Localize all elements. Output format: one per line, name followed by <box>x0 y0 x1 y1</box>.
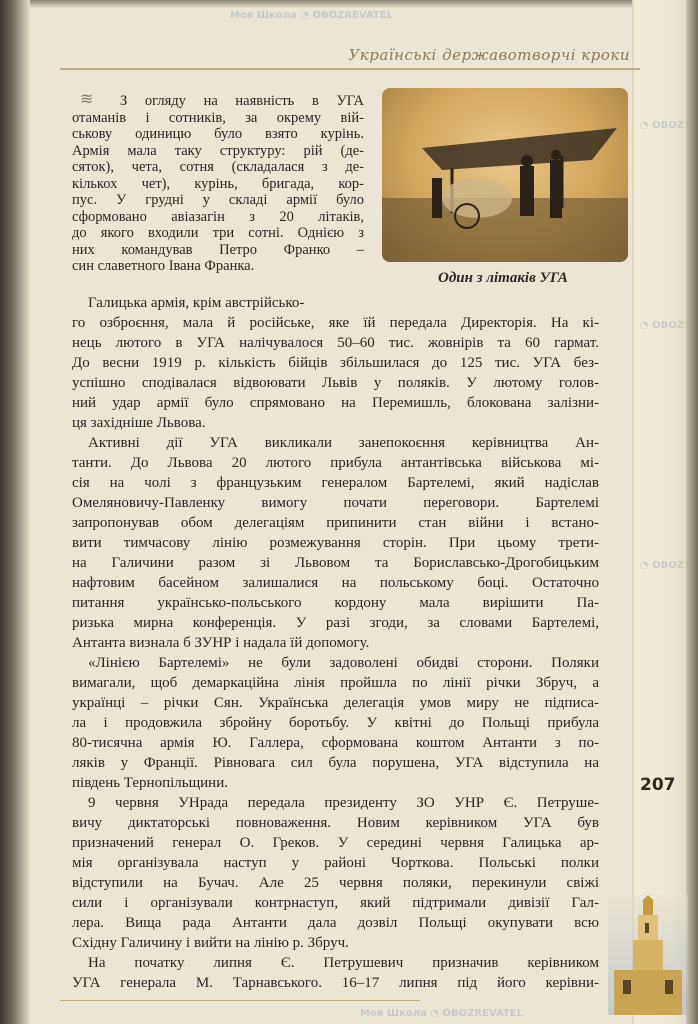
text-line: успішно сподівалася відвоювати Львів у поляків. У лютому голов- <box>72 375 599 391</box>
note-marker-icon: ≋ <box>80 91 94 108</box>
watermark: Моя Школа ◔ OBOZREVATEL <box>360 1008 523 1019</box>
page-number: 207 <box>640 775 676 795</box>
sidebar-note <box>72 93 364 275</box>
text-line: мія організувала наступ у районі Чорткова. Польські полки <box>72 855 599 871</box>
watermark: ◔ OBOZ <box>640 320 685 331</box>
text-line: ла і продовжила збройну боротьбу. У квітні до Польщі прибула <box>72 715 599 731</box>
watermark: ◔ OBOZ <box>640 120 685 131</box>
page-top-edge <box>0 0 698 8</box>
text-line: 9 червня УНрада передала президенту ЗО УНР Є. Петруше- <box>88 795 599 811</box>
text-line: до якого входили три сотні. Однією з <box>72 225 364 241</box>
book-binding <box>0 0 30 1024</box>
text-line: сія на чолі з французьким генералом Бартелемі, який надіслав <box>72 475 599 491</box>
text-line: сяток), чета, сотня (складалася з де- <box>72 159 364 175</box>
photo-caption: Один з літаків УГА <box>438 270 568 286</box>
text-line: УГА генерала М. Тарнавського. 16–17 липня під його керівни- <box>72 975 599 991</box>
watermark: ◔ OBOZ <box>640 560 685 571</box>
text-line: відступили на Бучач. Але 25 червня поляки, перекинули свіжі <box>72 875 599 891</box>
watermark: Моя Школа ◔ OBOZREVATEL <box>230 10 393 21</box>
text-line: нафтовим басейном залишалися на польському боці. Остаточно <box>72 575 599 591</box>
text-line: Східну Галичину і вийти на лінію р. Збруч. <box>72 935 349 951</box>
text-line: 80-тисячна армія Ю. Галлера, сформована коштом Антанти з по- <box>72 735 599 751</box>
main-text <box>72 293 599 993</box>
text-line: ний удар армії було спрямовано на Перемишль, блокована залізни- <box>72 395 599 411</box>
text-line: Галицька армія, крім австрійсько- <box>88 295 305 311</box>
text-line: лера. Вища рада Антанти дала дозвіл Польщі окупувати всю <box>72 915 599 931</box>
text-line: сформовано авіазагін з 20 літаків, <box>72 208 364 225</box>
text-line: «Лінією Бартелемі» не були задоволені обидві сторони. Поляки <box>88 655 599 671</box>
text-line: ризька мирна конференція. У разі згоди, за словами Бартелемі, <box>72 615 599 631</box>
text-line: отаманів і сотників, за окрему вій- <box>72 109 364 126</box>
text-line: танти. До Львова 20 лютого прибула антантівська військова мі- <box>72 455 599 471</box>
text-line: На початку липня Є. Петрушевич призначив керівником <box>88 955 599 971</box>
text-line: них командував Петро Франко – <box>72 241 364 258</box>
text-line: ськову одиницю було взято курінь. <box>72 126 364 142</box>
text-line: Армія мала таку структуру: рій (де- <box>72 142 364 159</box>
text-line: го озброєння, мала й російське, яке їй передала Директорія. На кі- <box>72 315 599 331</box>
text-line: ляків у Франції. Рівновага сил була порушена, УГА відступила на <box>72 755 599 771</box>
text-line: питання українсько-польського кордону мала вирішити Па- <box>72 595 599 611</box>
text-line: Антанта визнала б ЗУНР і надала їй допомогу. <box>72 635 370 651</box>
text-line: До весни 1919 р. кількість бійців збільшилася до 125 тис. УГА без- <box>72 355 599 371</box>
text-line: нець лютого в УГА налічувалося 50–60 тис. жовнірів та 60 гармат. <box>72 335 599 351</box>
text-line: на Галичини разом зі Львовом та Бориславсько-Дрогобицьким <box>72 555 599 571</box>
text-line: південь Тернопільщини. <box>72 775 228 791</box>
text-line: призначений генерал О. Греков. У середині червня Галицька ар- <box>72 835 599 851</box>
text-line: вимагали, щоб демаркаційна лінія пройшла по лінії річки Збруч, а <box>72 675 599 691</box>
tower-illustration <box>608 895 688 1015</box>
text-line: запропонував обом делегаціям припинити стан війни і встано- <box>72 515 599 531</box>
text-line: пус. У грудні у складі армії було <box>72 192 364 208</box>
running-title: Українські державотворчі кроки <box>348 46 630 64</box>
footer-rule <box>60 1000 420 1001</box>
text-line: З огляду на наявність в УГА <box>120 93 364 109</box>
text-line: Омеляновичу-Павленку вимогу почати переговори. Бартелемі <box>72 495 599 511</box>
airplane-photo <box>382 88 628 262</box>
text-line: вити тимчасову лінію розмежування сторін. При цьому трети- <box>72 535 599 551</box>
text-line: сили і організували контрнаступ, який підтримали дивізії Гал- <box>72 895 599 911</box>
text-line: син славетного Івана Франка. <box>72 258 255 274</box>
text-line: ця західніше Львова. <box>72 415 206 431</box>
text-line: Активні дії УГА викликали занепокоєння керівництва Ан- <box>88 435 599 451</box>
right-page-edge <box>686 0 698 1024</box>
text-line: кількох чет), курінь, бригада, кор- <box>72 175 364 192</box>
header-rule <box>60 68 640 70</box>
text-line: вичу диктаторські повноваження. Новим керівником УГА був <box>72 815 599 831</box>
text-line: українці – річки Сян. Українська делегація умов миру не підписа- <box>72 695 599 711</box>
